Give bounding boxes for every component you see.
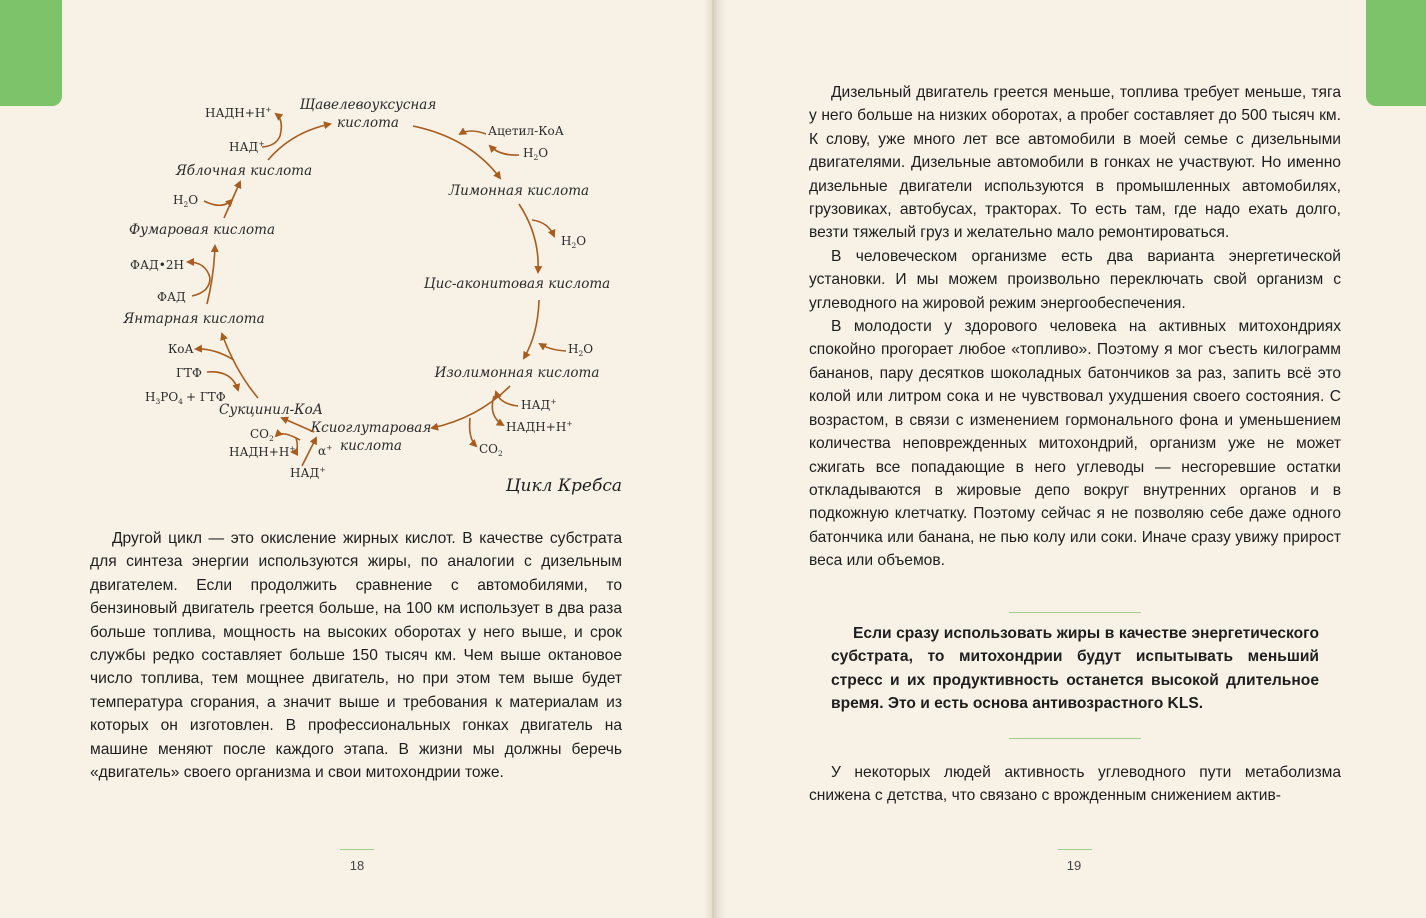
right-closing-paragraph: У некоторых людей активность углеводного пути метаболизма снижена с детства, что связано с врожденным снижением актив- [809,764,1341,805]
label-nad-iso: НАД+ [521,397,557,412]
node-cisaconitic: Цис-аконитовая кислота [423,276,611,292]
label-nadh-malic: НАДН+Н+ [205,105,272,120]
node-oxaloacetate-2: кислота [337,115,399,131]
right-paragraph-1: Дизельный двигатель греется меньше, топлива требует меньше, тяга у него больше на низких оборотах, а пробег составляет до 500 тысяч км. К слову, уже много лет все автомобили в моей семье с дизельными двигателями. Дизельные автомобили в гонках не участвуют. Но именно дизельные двигатели используются в промышленных автомобилях, грузовиках, автобусах, тракторах. То есть там, где надо ехать долго, везти тяжелый груз и желательно мало ремонтироваться. [809,84,1341,242]
label-alpha: α+ [318,443,333,458]
arrow-co2-out-iso [470,418,476,446]
arrow-cisaconitic-isocitric [524,300,539,358]
arrow-acetylcoa-in [460,131,486,134]
arrow-nad-in-iso [496,392,518,406]
right-footer-rule [1058,849,1092,850]
arrow-oxaloacetate-citric [413,126,500,178]
arrow-h2o-in-4 [204,200,232,205]
chapter-tab-left [0,0,62,106]
label-co2-kg: $CO_2$ [250,427,274,443]
node-ketoglutaric-1: Ксиоглутаровая [310,420,432,436]
label-nadh-kg: НАДН+Н+ [229,444,296,459]
pull-quote [831,622,1319,716]
label-h3po4: $H_3PO_4$ + ГТФ [145,390,226,406]
node-succinic: Янтарная кислота [123,311,265,327]
node-citric: Лимонная кислота [448,183,590,199]
right-paragraph-3: В молодости у здорового человека на активных митохондриях спокойно прогорает любое «топливо». Поэтому я мог съесть килограмм бананов, пару десятков шоколадных батончиков за раз, запить всё это колой или литром сока и не чувствовал ухудшения своего состояния. С возрастом, в связи с изменением гормонального фона и уменьшением количества неповрежденных митохондрий, организм уже не может сжигать все попадающие в него углеводы — несгоревшие остатки откладываются в жировые депо вокруг внутренних органов и в подкожную клетчатку. Поэтому сейчас я не позволяю себе даже одного батончика или банана, не пью колу или соки. Иначе сразу увижу прирост веса или объемов. [809,318,1341,570]
label-h2o-3: $H_2O$ [568,342,594,358]
right-body-text [809,81,1341,573]
label-nad-malic: НАД+ [229,139,265,154]
node-isocitric: Изолимонная кислота [434,365,600,381]
chapter-tab-right [1366,0,1426,106]
page-number-left: 18 [349,858,365,873]
node-succinylcoa: Сукцинил-КоА [219,402,323,418]
arrow-h2o-in-1 [490,146,519,155]
book-gutter [704,0,726,918]
arrow-fad-in [192,278,210,296]
pull-quote-text: Если сразу использовать жиры в качестве энергетического субстрата, то митохондрии будут испытывать меньший стресс и их продуктивность останется высокой длительное время. Это и есть основа антивозрастного KLS. [831,625,1319,713]
label-gtf: ГТФ [176,366,202,380]
label-h2o-1: $H_2O$ [523,146,549,162]
label-h2o-2: $H_2O$ [561,234,587,250]
arrow-fad2h-out [188,262,210,278]
node-oxaloacetate-1: Щавелевоуксусная [299,97,437,113]
arrow-succinic-fumaric [207,246,215,304]
arrow-h2o-in-3 [540,344,566,351]
arrow-nad-in-kg [302,438,316,466]
node-fumaric: Фумаровая кислота [128,222,276,238]
krebs-cycle-diagram [100,90,660,510]
arrow-ketoglutaric-succinylcoa [282,418,314,432]
label-nadh-iso: НАДН+Н+ [506,419,573,434]
right-paragraph-2: В человеческом организме есть два варианта энергетической установки. И мы можем произвольно переключать свой организм с углеводного на жировой режим энергообеспечения. [809,247,1341,312]
arrow-malic-oxaloacetate [268,124,330,160]
arrow-h2o-out-2 [532,220,554,236]
arrow-nadh-out-malic [276,114,281,136]
node-malic: Яблочная кислота [175,163,313,179]
label-acetylcoa: Ацетил-КоА [488,124,564,138]
page-number-right: 19 [1066,858,1082,873]
node-ketoglutaric-2: кислота [340,438,402,454]
right-closing-text [809,761,1341,808]
left-footer-rule [340,849,374,850]
quote-rule-top [1009,612,1141,613]
left-paragraph: Другой цикл — это окисление жирных кислот. В качестве субстрата для синтеза энергии используются жиры, по аналогии с дизельным двигателем. Если продолжить сравнение с автомобилями, то бензиновый двигатель греется больше, на 100 км использует в два раза больше топлива, мощность на высоких оборотах у него выше, и срок службы редко составляет больше 150 тысяч км. Чем выше октановое число топлива, тем мощнее двигатель, но при этом тем выше будет температура сгорания, а значит выше и требования к материалам из которых он изготовлен. В профессиональных гонках двигатель на машине меняют после каждого этапа. В жизни мы должны беречь «двигатель» своего организма и свои митохондрии тоже. [90,530,622,782]
label-co2-iso: $CO_2$ [479,442,503,458]
label-h2o-4: $H_2O$ [173,193,199,209]
diagram-caption: Цикл Кребса [505,476,622,496]
arrow-gtf [207,372,238,390]
arrow-citric-cisaconitic [519,204,538,272]
label-nad-kg: НАД+ [290,465,326,480]
quote-rule-bottom [1009,738,1141,739]
label-fad: ФАД [157,290,186,304]
arrow-succinylcoa-succinic [222,334,258,398]
arrow-nad-in-malic [262,136,280,147]
label-koa: КоА [168,342,194,356]
left-body-text [90,527,622,784]
label-fad2h: ФАД•2Н [130,258,184,272]
